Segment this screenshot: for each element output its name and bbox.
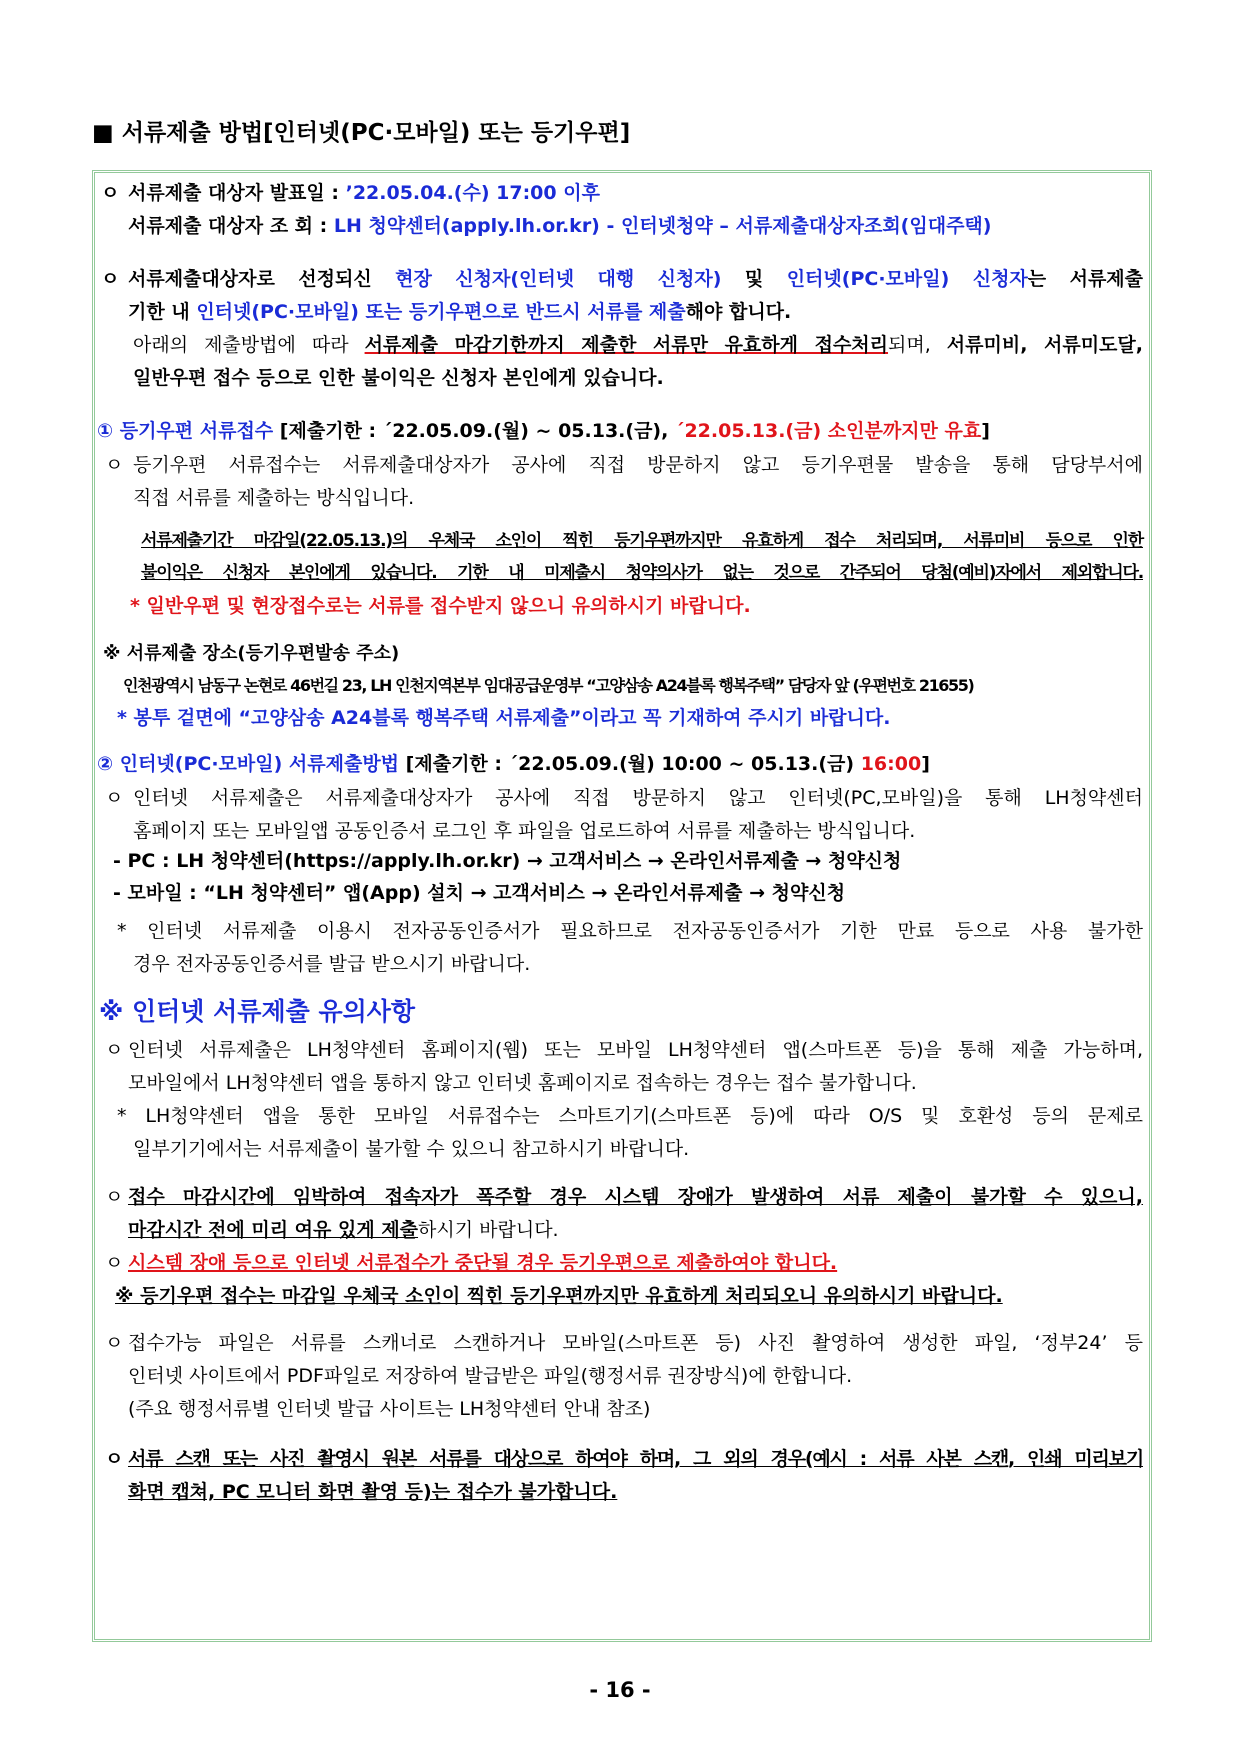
bullet: ㅇ	[105, 1186, 124, 1208]
content-box	[92, 170, 1152, 1642]
target-line-3: 아래의 제출방법에 따라 서류제출 마감기한까지 제출한 서류만 유효하게 접수처리되며, 서류미비, 서류미도달,	[133, 334, 1143, 356]
bullet: ㅇ	[105, 1252, 124, 1274]
target-line-4: 일반우편 접수 등으로 인한 불이익은 신청자 본인에게 있습니다.	[133, 367, 664, 389]
precaution-4-line-1: 접수가능 파일은 서류를 스캐너로 스캔하거나 모바일(스마트폰 등) 사진 촬영하여 생성한 파일, ‘정부24’ 등	[128, 1332, 1143, 1354]
circle-number-1: ①	[97, 420, 114, 442]
mobile-path: - 모바일 : “LH 청약센터” 앱(App) 설치 → 고객서비스 → 온라인서류제출 → 청약신청	[113, 882, 846, 904]
announce-label: 서류제출 대상자 발표일 :	[128, 182, 339, 204]
mail-address: 인천광역시 남동구 논현로 46번길 23, LH 인천지역본부 임대공급운영부 “고양삼송 A24블록 행복주택” 담당자 앞 (우편번호 21655)	[123, 676, 974, 695]
bullet: ㅇ	[105, 1448, 124, 1470]
precaution-3: 시스템 장애 등으로 인터넷 서류접수가 중단될 경우 등기우편으로 제출하여야 합니다.	[128, 1252, 838, 1274]
target-line-1: 서류제출대상자로 선정되신 현장 신청자(인터넷 대행 신청자) 및 인터넷(PC·모바일) 신청자는 서류제출	[128, 268, 1144, 290]
mail-warning: * 일반우편 및 현장접수로는 서류를 접수받지 않으니 유의하시기 바랍니다.	[130, 595, 751, 617]
lookup-line	[128, 213, 991, 239]
precaution-4-line-2: 인터넷 사이트에서 PDF파일로 저장하여 발급받은 파일(행정서류 권장방식)에 한합니다.	[128, 1365, 853, 1387]
bullet: ㅇ	[105, 454, 124, 476]
precaution-3-note: ※ 등기우편 접수는 마감일 우체국 소인이 찍힌 등기우편까지만 유효하게 처리되오니 유의하시기 바랍니다.	[115, 1285, 1003, 1307]
precaution-1-line-4: 일부기기에서는 서류제출이 불가할 수 있으니 참고하시기 바랍니다.	[133, 1138, 690, 1160]
circle-number-2: ②	[97, 753, 114, 775]
internet-desc-1: 인터넷 서류제출은 서류제출대상자가 공사에 직접 방문하지 않고 인터넷(PC,모바일)을 통해 LH청약센터	[133, 787, 1143, 809]
bullet: ㅇ	[105, 787, 124, 809]
precaution-5-line-1: 서류 스캔 또는 사진 촬영시 원본 서류를 대상으로 하여야 하며, 그 외의 경우(예시 : 서류 사본 스캔, 인쇄 미리보기	[128, 1448, 1143, 1470]
envelope-note: * 봉투 겉면에 “고양삼송 A24블록 행복주택 서류제출”이라고 꼭 기재하여 주시기 바랍니다.	[117, 707, 891, 729]
lookup-value: LH 청약센터(apply.lh.or.kr) - 인터넷청약 – 서류제출대상자조회(임대주택)	[333, 215, 992, 237]
cert-note-2: 경우 전자공동인증서를 발급 받으시기 바랍니다.	[133, 953, 531, 975]
precaution-2-line-1: 접수 마감시간에 임박하여 접속자가 폭주할 경우 시스템 장애가 발생하여 서류 제출이 불가할 수 있으니,	[128, 1186, 1143, 1208]
section-registered-mail-heading: ① 등기우편 서류접수 [제출기한 : ´22.05.09.(월) ~ 05.13.(금), ´22.05.13.(금) 소인분까지만 유효]	[97, 420, 990, 442]
cert-note-1: * 인터넷 서류제출 이용시 전자공동인증서가 필요하므로 전자공동인증서가 기한 만료 등으로 사용 불가한	[117, 920, 1143, 942]
mail-desc-1: 등기우편 서류접수는 서류제출대상자가 공사에 직접 방문하지 않고 등기우편물 발송을 통해 담당부서에	[133, 454, 1143, 476]
precaution-1-line-2: 모바일에서 LH청약센터 앱을 통하지 않고 인터넷 홈페이지로 접속하는 경우는 접수 불가합니다.	[128, 1072, 917, 1094]
bullet: ㅇ	[101, 182, 120, 204]
announce-value: ’22.05.04.(수) 17:00 이후	[345, 182, 600, 204]
precaution-1-line-3: * LH청약센터 앱을 통한 모바일 서류접수는 스마트기기(스마트폰 등)에 따라 O/S 및 호환성 등의 문제로	[117, 1105, 1143, 1127]
precaution-1-line-1: 인터넷 서류제출은 LH청약센터 홈페이지(웹) 또는 모바일 LH청약센터 앱(스마트폰 등)을 통해 제출 가능하며,	[128, 1039, 1143, 1061]
precaution-2-line-2: 마감시간 전에 미리 여유 있게 제출하시기 바랍니다.	[128, 1219, 559, 1241]
target-line-2: 기한 내 인터넷(PC·모바일) 또는 등기우편으로 반드시 서류를 제출해야 합니다.	[128, 301, 792, 323]
page-title: ■ 서류제출 방법[인터넷(PC·모바일) 또는 등기우편]	[92, 120, 631, 146]
pc-path: - PC : LH 청약센터(https://apply.lh.or.kr) → 고객서비스 → 온라인서류제출 → 청약신청	[113, 850, 902, 872]
announce-line	[128, 180, 600, 206]
mail-note-2: 불이익은 신청자 본인에게 있습니다. 기한 내 미제출시 청약의사가 없는 것으로 간주되어 당첨(예비)자에서 제외합니다.	[141, 563, 1143, 583]
bullet: ㅇ	[105, 1039, 124, 1061]
internet-desc-2: 홈페이지 또는 모바일앱 공동인증서 로그인 후 파일을 업로드하여 서류를 제출하는 방식입니다.	[133, 820, 916, 842]
mail-desc-2: 직접 서류를 제출하는 방식입니다.	[133, 487, 415, 509]
precaution-5-line-2: 화면 캡쳐, PC 모니터 화면 촬영 등)는 접수가 불가합니다.	[128, 1481, 618, 1503]
precaution-4-line-3: (주요 행정서류별 인터넷 발급 사이트는 LH청약센터 안내 참조)	[128, 1398, 651, 1420]
page-number: - 16 -	[589, 1678, 651, 1702]
mail-note-1: 서류제출기간 마감일(22.05.13.)의 우체국 소인이 찍힌 등기우편까지만 유효하게 접수 처리되며, 서류미비 등으로 인한	[141, 531, 1143, 551]
bullet: ㅇ	[105, 1332, 124, 1354]
bullet: ㅇ	[101, 268, 120, 290]
section-internet-heading: ② 인터넷(PC·모바일) 서류제출방법 [제출기한 : ´22.05.09.(월) 10:00 ~ 05.13.(금) 16:00]	[97, 753, 930, 775]
mail-place-label: ※ 서류제출 장소(등기우편발송 주소)	[103, 643, 400, 664]
precautions-heading: ※ 인터넷 서류제출 유의사항	[99, 997, 416, 1026]
lookup-label: 서류제출 대상자 조 회 :	[128, 215, 328, 237]
